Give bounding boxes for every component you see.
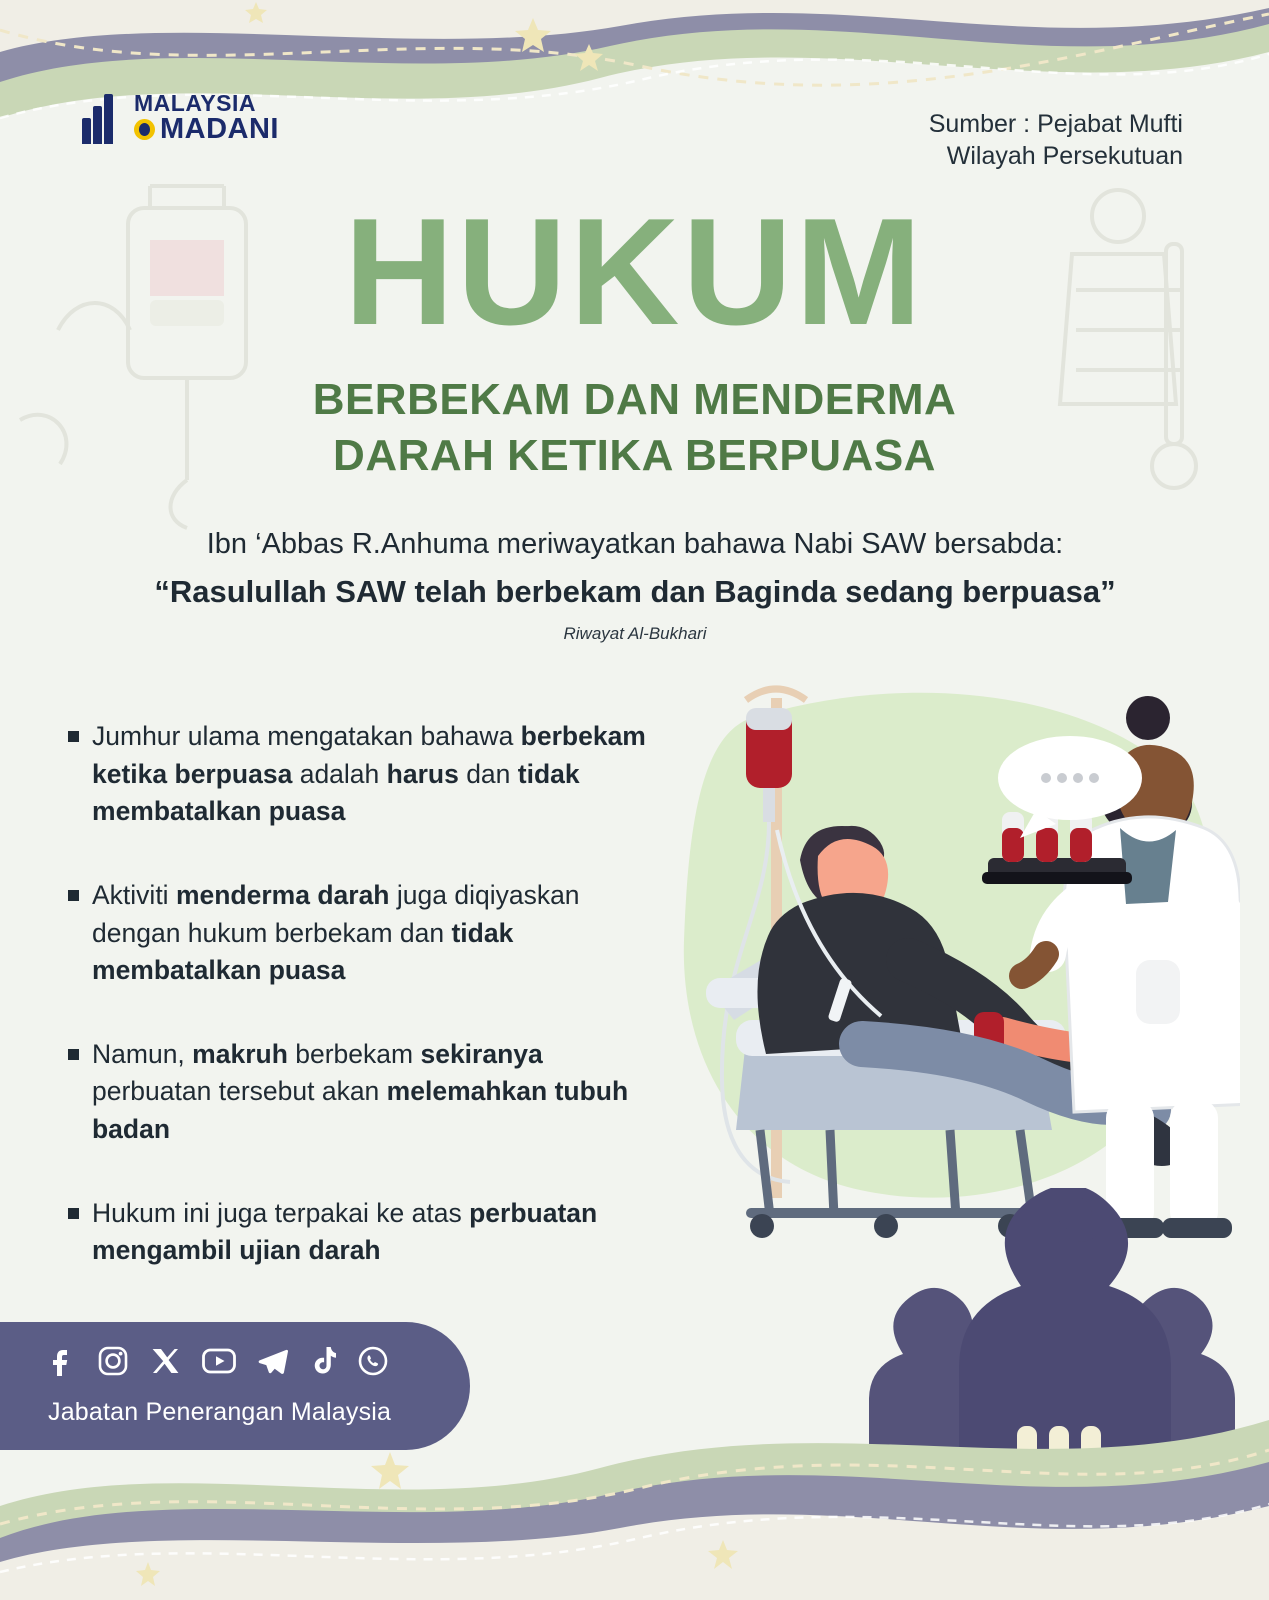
madani-moon-icon: [134, 119, 155, 140]
key-point-text: Jumhur ulama mengatakan bahawa berbekam ketika berpuasa adalah harus dan tidak membatalkan puasa: [92, 721, 646, 827]
bullet-square-icon: [68, 890, 79, 901]
key-point-item: [68, 877, 668, 990]
source-credit: [929, 108, 1183, 172]
logo-line-2: [134, 115, 279, 144]
logo-line-1: MALAYSIA: [134, 90, 256, 116]
key-point-item: [68, 718, 668, 831]
hadith-block: [60, 525, 1210, 644]
bullet-square-icon: [68, 1208, 79, 1219]
key-point-item: [68, 1195, 668, 1270]
key-point-text: Namun, makruh berbekam sekiranya perbuatan tersebut akan melemahkan tubuh badan: [92, 1038, 629, 1144]
bullet-square-icon: [68, 1049, 79, 1060]
bullet-square-icon: [68, 731, 79, 742]
page-subtitle: [0, 372, 1269, 485]
hadith-quote: “Rasulullah SAW telah berbekam dan Baginda sedang berpuasa”: [154, 574, 1116, 610]
bottom-decorative-ribbon: [0, 1300, 1269, 1600]
blood-donation-illustration: [650, 660, 1240, 1250]
page-title: HUKUM: [344, 187, 925, 357]
source-line-2: Wilayah Persekutuan: [946, 142, 1183, 170]
key-point-text: Hukum ini juga terpakai ke atas perbuatan mengambil ujian darah: [92, 1197, 598, 1266]
hadith-intro: Ibn ‘Abbas R.Anhuma meriwayatkan bahawa Nabi SAW bersabda:: [206, 528, 1064, 560]
page-subtitle-line-2: DARAH KETIKA BERPUASA: [333, 431, 936, 481]
page-subtitle-line-1: BERBEKAM DAN MENDERMA: [312, 375, 957, 424]
key-point-item: [68, 1036, 668, 1149]
footer-agency-label: Jabatan Penerangan Malaysia: [48, 1398, 392, 1426]
logo-bars-icon: [82, 92, 124, 144]
malaysia-madani-logo: [82, 92, 279, 144]
logo-line-2-label: MADANI: [160, 113, 279, 145]
key-points-list: [68, 718, 668, 1316]
hadith-narrator: Riwayat Al-Bukhari: [563, 623, 707, 643]
source-line-1: Sumber : Pejabat Mufti: [928, 110, 1183, 138]
key-point-text: Aktiviti menderma darah juga diqiyaskan dengan hukum berbekam dan tidak membatalkan puasa: [92, 879, 580, 986]
